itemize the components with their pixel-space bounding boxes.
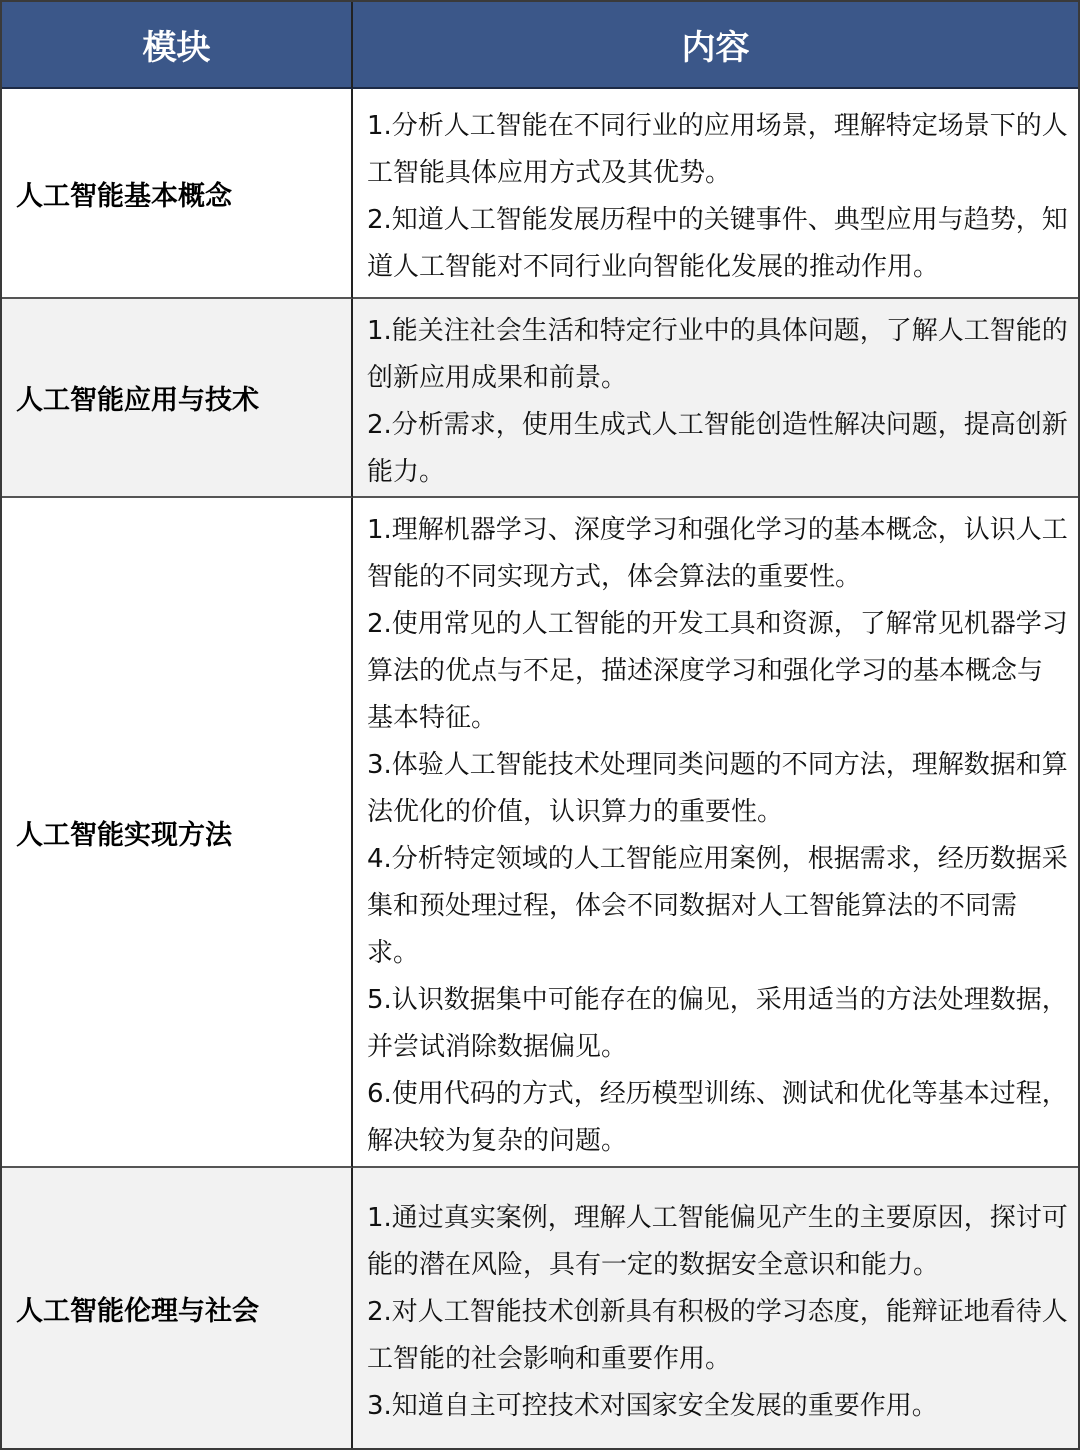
content-item: 1.通过真实案例，理解人工智能偏见产生的主要原因，探讨可能的潜在风险，具有一定的数据安全意识和能力。 [367,1202,1068,1280]
content-item: 3.知道自主可控技术对国家安全发展的重要作用。 [367,1390,938,1421]
content-item: 6.使用代码的方式，经历模型训练、测试和优化等基本过程，解决较为复杂的问题。 [367,1079,1068,1156]
module-label: 人工智能伦理与社会 [16,1295,259,1327]
content-item: 5.认识数据集中可能存在的偏见，采用适当的方法处理数据，并尝试消除数据偏见。 [367,985,1068,1062]
row-2-module [2,299,353,498]
row-3-content [353,498,1078,1168]
header-content: 内容 [353,2,1078,89]
module-label: 人工智能基本概念 [16,180,232,212]
row-1-content [353,89,1078,299]
content-item: 1.能关注社会生活和特定行业中的具体问题，了解人工智能的创新应用成果和前景。 [367,315,1068,393]
module-label: 人工智能实现方法 [16,819,232,851]
row-3-module [2,498,353,1168]
row-2-content [353,299,1078,498]
content-item: 2.使用常见的人工智能的开发工具和资源，了解常见机器学习算法的优点与不足，描述深度学习和强化学习的基本概念与基本特征。 [367,609,1068,733]
row-4-module [2,1168,353,1448]
header-module: 模块 [2,2,353,89]
content-item: 1.理解机器学习、深度学习和强化学习的基本概念，认识人工智能的不同实现方式，体会算法的重要性。 [367,515,1068,592]
content-item: 2.分析需求，使用生成式人工智能创造性解决问题，提高创新能力。 [367,409,1068,487]
content-item: 3.体验人工智能技术处理同类问题的不同方法，理解数据和算法优化的价值，认识算力的重要性。 [367,750,1068,827]
content-item: 2.知道人工智能发展历程中的关键事件、典型应用与趋势，知道人工智能对不同行业向智能化发展的推动作用。 [367,205,1068,282]
content-item: 1.分析人工智能在不同行业的应用场景，理解特定场景下的人工智能具体应用方式及其优势。 [367,111,1068,188]
row-4-content [353,1168,1078,1448]
content-item: 4.分析特定领域的人工智能应用案例，根据需求，经历数据采集和预处理过程，体会不同数据对人工智能算法的不同需求。 [367,844,1068,968]
module-label: 人工智能应用与技术 [16,385,259,416]
row-1-module [2,89,353,299]
content-item: 2.对人工智能技术创新具有积极的学习态度，能辩证地看待人工智能的社会影响和重要作用。 [367,1296,1068,1374]
